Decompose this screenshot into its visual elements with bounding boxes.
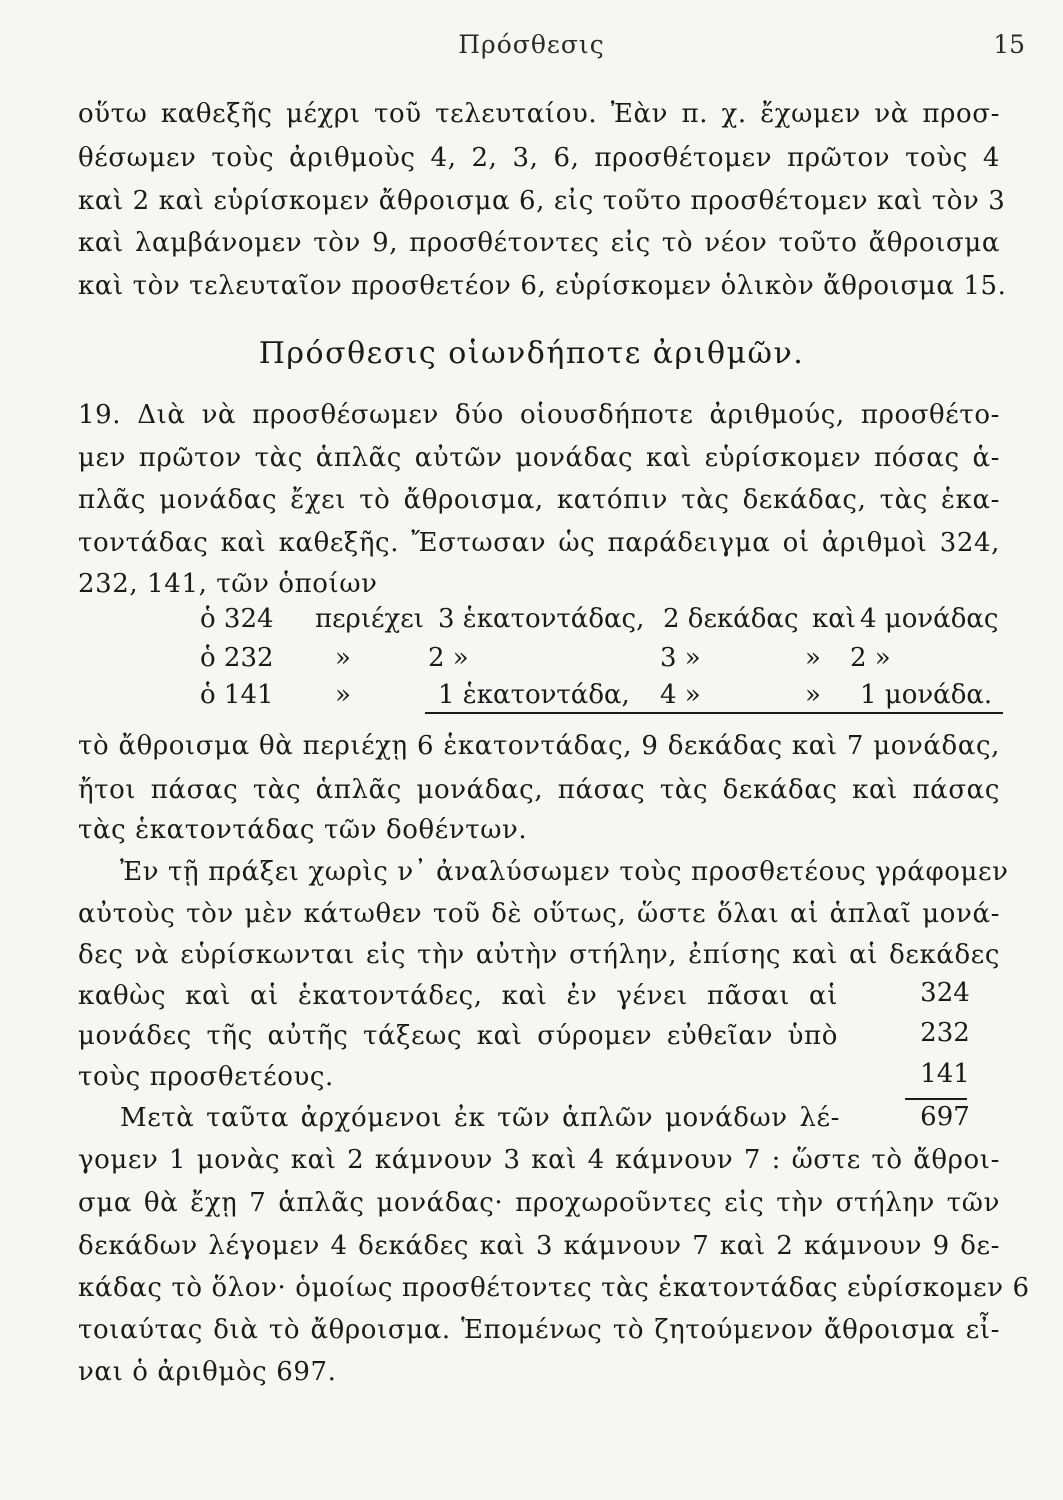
sum-total: 697 — [920, 1102, 970, 1132]
text-line: τὰς ἑκατοντάδας τῶν δοθέντων. — [78, 815, 528, 845]
text-line: ἤτοι πάσας τὰς ἁπλᾶς μονάδας, πάσας τὰς δεκάδας καὶ πάσας — [78, 775, 1000, 805]
text-line: καὶ λαμβάνομεν τὸν 9, προσθέτοντες εἰς τὸ νέον τοῦτο ἄθροισμα — [78, 228, 1000, 258]
text-line: οὕτω καθεξῆς μέχρι τοῦ τελευταίου. Ἐὰν π. χ. ἔχωμεν νὰ προσ- — [78, 99, 1000, 129]
text-line: σμα θὰ ἔχῃ 7 ἁπλᾶς μονάδας· προχωροῦντες εἰς τὴν στήλην τῶν — [78, 1188, 1000, 1218]
running-header-title: Πρόσθεσις — [458, 30, 605, 59]
decomposition-tens: 4 » — [660, 680, 701, 710]
decomposition-hundreds: 1 ἑκατοντάδα, — [438, 680, 630, 710]
text-line: μονάδες τῆς αὐτῆς τάξεως καὶ σύρομεν εὐθεῖαν ὑπὸ — [78, 1021, 838, 1051]
text-line: καθὼς καὶ αἱ ἑκατοντάδες, καὶ ἐν γένει πᾶσαι αἱ — [78, 981, 838, 1011]
text-line: καὶ 2 καὶ εὑρίσκομεν ἄθροισμα 6, εἰς τοῦτο προσθέτομεν καὶ τὸν 3 — [78, 186, 1006, 216]
decomposition-hundreds: 2 » — [428, 643, 469, 673]
text-line: δεκάδων λέγομεν 4 δεκάδες καὶ 3 κάμνουν 7 καὶ 2 κάμνουν 9 δε- — [78, 1231, 1000, 1261]
text-line: 19. Διὰ νὰ προσθέσωμεν δύο οἱουσδήποτε ἀριθμούς, προσθέτο- — [78, 400, 1000, 430]
decomposition-number: ὁ 324 — [200, 604, 274, 634]
text-line: Μετὰ ταῦτα ἀρχόμενοι ἐκ τῶν ἁπλῶν μονάδων λέ- — [120, 1103, 840, 1133]
sum-rule — [905, 1098, 967, 1100]
text-line: Ἐν τῇ πράξει χωρὶς ν᾽ ἀναλύσωμεν τοὺς προσθετέους γράφομεν — [120, 857, 1009, 887]
text-line: θέσωμεν τοὺς ἀριθμοὺς 4, 2, 3, 6, προσθέτομεν πρῶτον τοὺς 4 — [78, 143, 1000, 173]
decomposition-units: 1 μονάδα. — [860, 680, 993, 710]
text-line: μεν πρῶτον τὰς ἁπλᾶς αὐτῶν μονάδας καὶ εὑρίσκομεν πόσας ἁ- — [78, 443, 1000, 473]
sum-addend: 141 — [920, 1059, 970, 1089]
text-line: αὐτοὺς τὸν μὲν κάτωθεν τοῦ δὲ οὕτως, ὥστε ὅλαι αἱ ἁπλαῖ μονά- — [78, 899, 1000, 929]
decomposition-row — [200, 643, 1000, 681]
text-line: τὸ ἄθροισμα θὰ περιέχῃ 6 ἑκατοντάδας, 9 δεκάδας καὶ 7 μονάδας, — [78, 731, 1000, 761]
text-line: τοντάδας καὶ καθεξῆς. Ἔστωσαν ὡς παράδειγμα οἱ ἀριθμοὶ 324, — [78, 528, 1000, 558]
text-line: δες νὰ εὑρίσκωνται εἰς τὴν αὐτὴν στήλην, ἐπίσης καὶ αἱ δεκάδες — [78, 940, 1000, 970]
text-line: γομεν 1 μονὰς καὶ 2 κάμνουν 3 καὶ 4 κάμνουν 7 : ὥστε τὸ ἄθροι- — [78, 1145, 1000, 1175]
text-line: τοὺς προσθετέους. — [78, 1062, 334, 1092]
sum-addend: 232 — [920, 1018, 970, 1048]
sum-underline-rule — [425, 712, 1003, 714]
text-line: 232, 141, τῶν ὁποίων — [78, 569, 378, 599]
section-heading: Πρόσθεσις οἱωνδήποτε ἀριθμῶν. — [258, 336, 805, 371]
decomposition-units: 4 μονάδας — [860, 604, 999, 634]
text-line: ναι ὁ ἀριθμὸς 697. — [78, 1357, 337, 1387]
text-line: πλᾶς μονάδας ἔχει τὸ ἄθροισμα, κατόπιν τὰς δεκάδας, τὰς ἑκα- — [78, 485, 1000, 515]
decomposition-verb: » — [335, 643, 351, 673]
page-number: 15 — [993, 30, 1025, 59]
text-line: τοιαύτας διὰ τὸ ἄθροισμα. Ἑπομένως τὸ ζητούμενον ἄθροισμα εἶ- — [78, 1315, 1000, 1345]
decomposition-conjunction: » — [805, 643, 821, 673]
decomposition-hundreds: 3 ἑκατοντάδας, — [438, 604, 645, 634]
decomposition-verb: » — [335, 680, 351, 710]
decomposition-conjunction: καὶ — [812, 604, 857, 634]
sum-addend: 324 — [920, 978, 970, 1008]
text-line: καὶ τὸν τελευταῖον προσθετέον 6, εὑρίσκομεν ὁλικὸν ἄθροισμα 15. — [78, 271, 1007, 301]
decomposition-number: ὁ 141 — [200, 680, 274, 710]
decomposition-tens: 2 δεκάδας — [663, 604, 799, 634]
decomposition-conjunction: » — [805, 680, 821, 710]
decomposition-number: ὁ 232 — [200, 643, 274, 673]
decomposition-units: 2 » — [850, 643, 891, 673]
decomposition-verb: περιέχει — [315, 604, 424, 634]
text-line: κάδας τὸ ὅλον· ὁμοίως προσθέτοντες τὰς ἑκατοντάδας εὑρίσκομεν 6 — [78, 1273, 1030, 1303]
decomposition-tens: 3 » — [660, 643, 701, 673]
decomposition-row — [200, 604, 1000, 642]
